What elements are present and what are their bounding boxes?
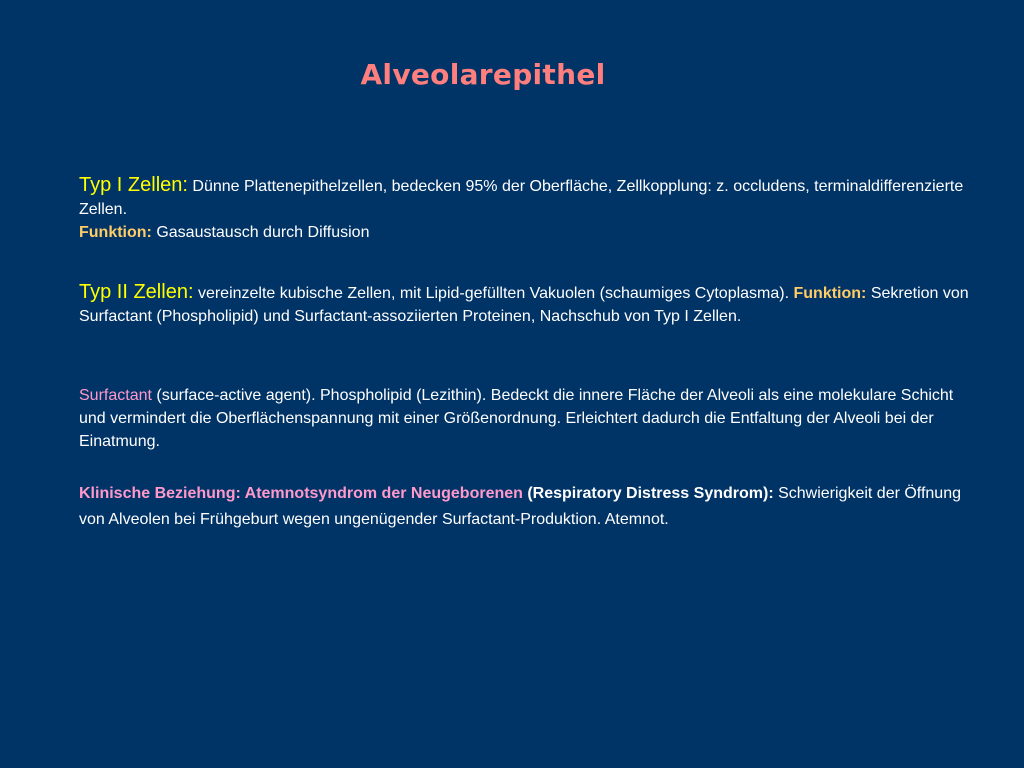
typ1-heading: Typ I Zellen bbox=[79, 174, 183, 196]
typ2-paragraph bbox=[79, 281, 979, 328]
typ1-paragraph bbox=[79, 174, 979, 244]
typ1-funktion-text: Gasaustausch durch Diffusion bbox=[151, 224, 370, 241]
klinisch-label: Klinische Beziehung: Atemnotsyndrom der Neugeborenen bbox=[79, 485, 523, 502]
klinisch-english: (Respiratory Distress Syndrom): bbox=[522, 485, 774, 502]
typ1-funktion-label: Funktion: bbox=[79, 224, 152, 241]
surfactant-paragraph bbox=[79, 384, 979, 453]
typ1-text: Dünne Plattenepithelzellen, bedecken 95% der Oberfläche, Zellkopplung: z. occludens, terminaldifferenzierte Zellen. bbox=[79, 178, 964, 218]
typ2-colon: : bbox=[187, 281, 194, 303]
klinisch-paragraph bbox=[79, 481, 979, 533]
typ2-text: vereinzelte kubische Zellen, mit Lipid-gefüllten Vakuolen (schaumiges Cytoplasma). bbox=[193, 285, 794, 302]
klinisch-text: Schwierigkeit der Öffnung von Alveolen bei Frühgeburt wegen ungenügender Surfactant-Produktion. Atemnot. bbox=[79, 485, 961, 528]
slide-title: Alveolarepithel bbox=[360, 58, 606, 91]
typ2-heading: Typ II Zellen bbox=[79, 281, 188, 303]
surfactant-label: Surfactant bbox=[79, 387, 152, 404]
typ2-funktion-label: Funktion: bbox=[793, 285, 867, 302]
typ2-funktion-text: Sekretion von Surfactant (Phospholipid) und Surfactant-assoziierten Proteinen, Nachschub von Typ I Zellen. bbox=[79, 285, 969, 325]
typ1-colon: : bbox=[182, 174, 188, 196]
surfactant-text: (surface-active agent). Phospholipid (Lezithin). Bedeckt die innere Fläche der Alveoli als eine molekulare Schicht und vermindert die Oberflächenspannung mit einer Größenordnung. Erleichtert dadurch die Entfaltung der Alveoli bei der Einatmung. bbox=[79, 387, 954, 450]
